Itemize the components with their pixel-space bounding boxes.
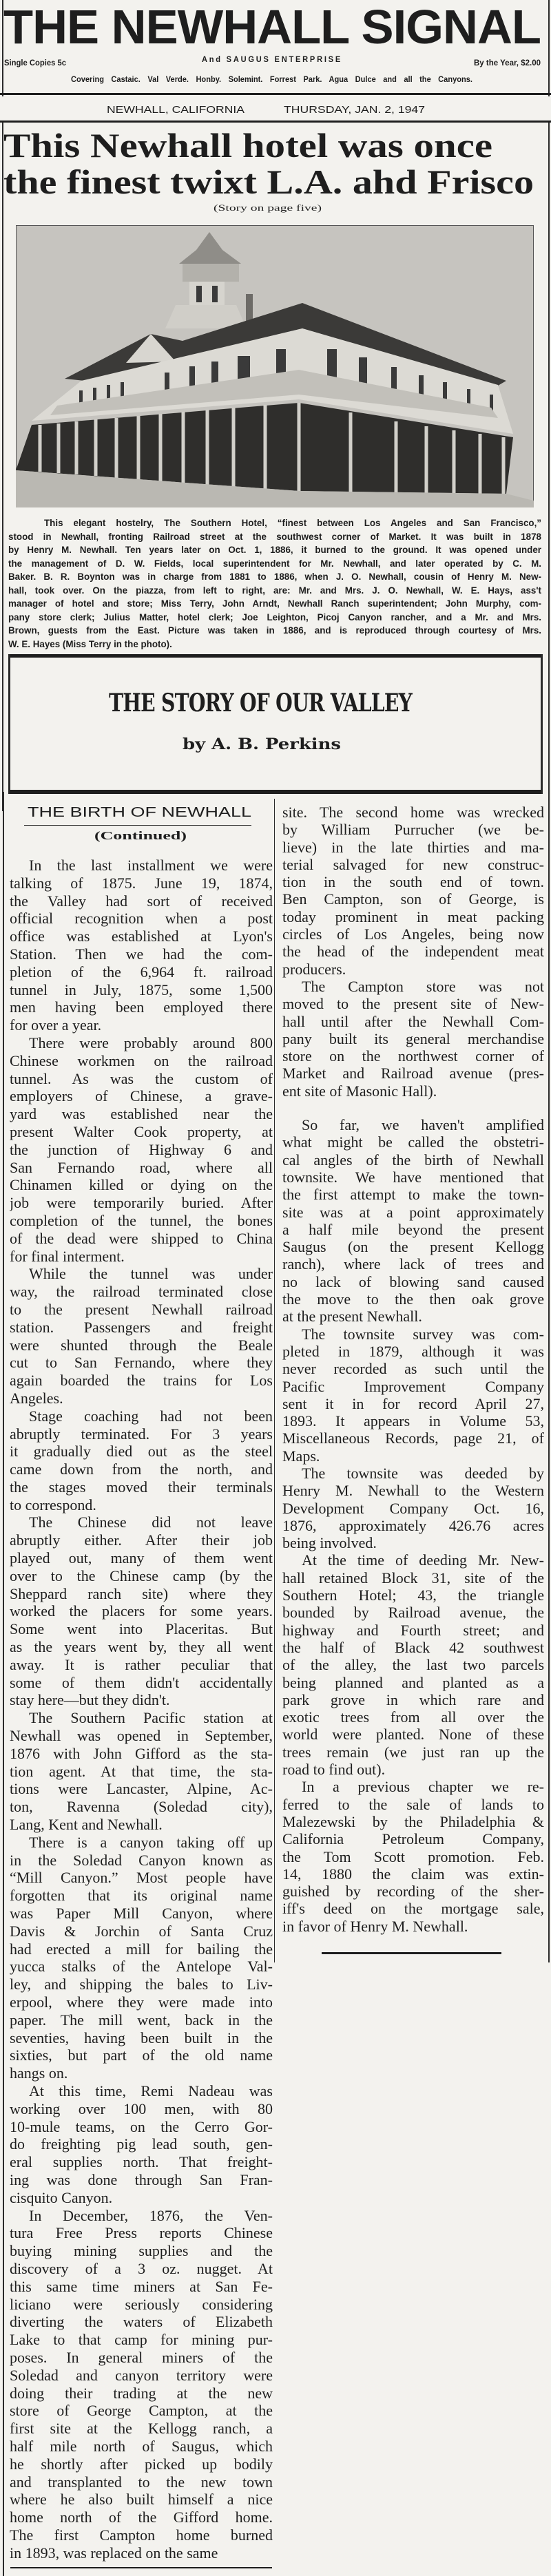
text-line: At the time of deeding Mr. New- (302, 1551, 544, 1569)
text-line: Maps. (282, 1447, 320, 1465)
paragraph (282, 1116, 544, 1326)
text-line: The Southern Pacific station at (29, 1709, 273, 1727)
frame-line-left (2, 123, 3, 811)
text-line: the junction of Highway 6 and (10, 1140, 273, 1158)
text-line: being involved. (282, 1534, 377, 1552)
text-line: eral supplies north. That freight- (10, 2153, 273, 2171)
text-line: official recognition when a post (10, 910, 273, 928)
text-line: half mile north of Saugus, which (10, 2437, 273, 2455)
text-line: Chinese workmen on the railroad (10, 1051, 273, 1069)
text-line: the move to the then oak grove (282, 1290, 544, 1308)
caption-line: W. E. Hayes (Miss Terry in the photo). (8, 638, 172, 649)
text-line: In December, 1876, the Ven- (29, 2206, 273, 2224)
text-line: by William Purrucher (we be- (282, 821, 544, 839)
text-line: of the alley, the last two parcels (282, 1656, 544, 1674)
text-line: a half mile beyond the present (282, 1220, 544, 1238)
text-line: highway and Fourth street; and (282, 1621, 544, 1639)
caption-line: pany store clerk; Julius Matter, hotel clerk; Joe Leighton, Picoj Canyon rancher, and a Mr. and Mrs. (8, 611, 541, 622)
text-line: for over a year. (10, 1016, 102, 1034)
story-reference (214, 202, 322, 213)
text-line: erpool, where they were made into (10, 1993, 273, 2011)
article-column-right (282, 804, 544, 1935)
text-line: cal angles of the birth of Newhall (282, 1151, 544, 1169)
caption-line: Baker. B. R. Boynton was in charge from 1881 to 1886, when J. O. Newhall, cousin of Henry M. New- (8, 572, 541, 582)
text-line: he shortly after picked up bodily (10, 2455, 273, 2473)
text-line: “Mill Canyon.” Most people have (10, 1869, 273, 1887)
text-line: road to find out). (282, 1761, 386, 1779)
text-line: There were probably around 800 (29, 1034, 273, 1051)
text-line: Station. Then we had the com- (10, 945, 273, 963)
paragraph (282, 1778, 544, 1935)
text-line: to the present Newhall railroad (10, 1300, 273, 1318)
text-line: sixties, but part of the old name (10, 2046, 273, 2064)
caption-line: This elegant hostelry, The Southern Hotel, “finest between Los Angeles and San Francisco,” (44, 518, 541, 528)
text-line: and transplanted to the new town (10, 2473, 273, 2491)
text-line: no lack of blowing sand caused (282, 1273, 544, 1290)
text-line: cut to San Fernando, where they (10, 1354, 273, 1372)
text-line: seventies, having been built in the (10, 2029, 273, 2046)
text-line: store of George Campton, at the (10, 2402, 273, 2420)
text-line: completion of the tunnel, the bones (10, 1211, 273, 1229)
tower-window (212, 286, 218, 302)
text-line: cisquito Canyon. (10, 2188, 113, 2206)
text-line: in favor of Henry M. Newhall. (282, 1917, 468, 1935)
byline (183, 735, 341, 754)
text-line: as the years went by, they all went (10, 1638, 273, 1656)
text-line: Lake to that camp for mining pur- (10, 2331, 273, 2349)
text-line: pany built its general merchandise (282, 1029, 544, 1047)
text-line: was Paper Mill Canyon, where (10, 1905, 273, 1923)
text-line: ranch), where lack of trees and (282, 1255, 544, 1273)
paragraph (10, 2207, 273, 2562)
text-line: pleted in 1879, although it was (282, 1342, 544, 1360)
text-line: San Fernando road, where all (10, 1158, 273, 1176)
masthead-subtitle-text: And SAUGUS ENTERPRISE (202, 54, 342, 64)
text-line: being planned and planted as a (282, 1673, 544, 1691)
article-column-left (10, 857, 273, 2562)
story-box-border-left (8, 654, 10, 794)
text-line: employers of Chinese, a grave- (10, 1087, 273, 1105)
series-title-text: THE STORY OF OUR VALLEY (109, 689, 412, 718)
text-line: again boarded the trains for Los (10, 1372, 273, 1390)
text-line: In the last installment we were (29, 857, 273, 874)
text-line: it gradually died out as the steel (10, 1443, 273, 1460)
continued-label (94, 828, 187, 844)
text-line: this same time miners at San Fe- (10, 2277, 273, 2295)
section-heading-text: THE BIRTH OF NEWHALL (28, 805, 251, 820)
text-line: The first Campton home burned (10, 2526, 273, 2544)
story-box-top-rule (10, 654, 541, 658)
article-end-rule (322, 1952, 501, 1954)
masthead-title (3, 0, 541, 54)
text-line: Stage coaching had not been (29, 1407, 273, 1425)
text-line: store on the northwest corner of (282, 1047, 544, 1065)
text-line: hall until after the Newhall Com- (282, 1012, 544, 1030)
caption-line: stood in Newhall, fronting Railroad street at the southwest corner of Market. It was built in 1878 (8, 531, 541, 542)
text-line: hangs on. (10, 2064, 68, 2082)
headline-line-2-text: the finest twixt L.A. ahd Frisco (3, 163, 534, 201)
text-line: 1876 with John Gifford as the sta- (10, 1744, 273, 1762)
masthead-title-text: THE NEWHALL SIGNAL (3, 0, 541, 54)
column-divider (274, 799, 275, 1962)
tower-cupola (183, 264, 239, 282)
paragraph (10, 2082, 273, 2207)
text-line: yard was established near the (10, 1105, 273, 1123)
text-line: ing was done through San Fran- (10, 2170, 273, 2188)
column-bottom-rule (10, 2567, 272, 2568)
series-title (109, 689, 495, 718)
text-line: office was established at Lyon's (10, 928, 273, 945)
text-line: for final interment. (10, 1247, 125, 1265)
text-line: The Chinese did not leave (29, 1514, 273, 1531)
masthead-subtitle (202, 54, 354, 64)
text-line: tions were Lancaster, Alpine, Ac- (10, 1780, 273, 1798)
text-line: Market and Railroad avenue (pres- (282, 1065, 544, 1082)
text-line: 1876, approximately 426.76 acres (282, 1516, 544, 1534)
yearly-price-text: By the Year, $2.00 (474, 59, 541, 67)
text-line: The townsite survey was com- (302, 1325, 544, 1343)
text-line: tura Free Press reports Chinese (10, 2224, 273, 2242)
text-line: had erected a mill for bailing the (10, 1940, 273, 1958)
text-line: at the present Newhall. (282, 1308, 422, 1326)
text-line: pletion of the 6,964 ft. railroad (10, 963, 273, 981)
text-line: ferred to the sale of lands to (282, 1795, 544, 1813)
text-line: came down from the north, and (10, 1460, 273, 1478)
text-line: Development Company Oct. 16, (282, 1499, 544, 1517)
frame-line-right (548, 0, 550, 96)
text-line: the first attempt to make the town- (282, 1186, 544, 1204)
text-line: discovery of a 3 oz. nugget. At (10, 2259, 273, 2277)
section-heading-underline (24, 825, 251, 826)
text-line: While the tunnel was under (29, 1265, 273, 1283)
paragraph (10, 1034, 273, 1265)
text-line: the head of the independent meat (282, 943, 544, 961)
text-line: where he also built himself a nice (10, 2491, 273, 2509)
text-line: Sheppard ranch site) where they (10, 1584, 273, 1602)
text-line: away. It is rather peculiar that (10, 1655, 273, 1673)
dateline-rule (0, 121, 551, 123)
text-line: the Tom Scott promotion. Feb. (282, 1847, 544, 1865)
masthead-rule (0, 93, 551, 95)
text-line: over to the Chinese camp (by the (10, 1567, 273, 1584)
text-line: forgotten that its original name (10, 1887, 273, 1905)
caption-line: manager of hotel and store; Miss Terry, John Arndt, Newhall Ranch superintendent; John Murphy, com- (8, 598, 541, 609)
headline-line-1-text: This Newhall hotel was once (3, 126, 492, 165)
paragraph (10, 1834, 273, 2082)
text-line: Angeles. (10, 1389, 63, 1407)
section-heading (28, 804, 251, 821)
caption-line: the management of D. W. Fields, local superintendent for Mr. Newhall, and later operated by C. M. (8, 558, 541, 569)
text-line: tunnel. As was the custom of (10, 1069, 273, 1087)
text-line: talking of 1875. June 19, 1874, (10, 874, 273, 892)
text-line: yucca stalks of the Antelope Val- (10, 1958, 273, 1976)
text-line: sent it in for record April 27, (282, 1394, 544, 1412)
story-reference-text: (Story on page five) (214, 202, 322, 213)
paragraph (10, 1709, 273, 1834)
text-line: Miscellaneous Records, page 21, of (282, 1430, 544, 1447)
text-line: iff's deed on the mortgage sale, (282, 1900, 544, 1918)
text-line: 1893. It appears in Volume 53, (282, 1412, 544, 1430)
paragraph (282, 1465, 544, 1551)
text-line: 14, 1880 the claim was extin- (282, 1865, 544, 1883)
paragraph (10, 1407, 273, 1514)
tower-window (196, 286, 202, 302)
text-line: California Petroleum Company, (282, 1830, 544, 1848)
single-copy-price (4, 59, 67, 67)
chimney (246, 294, 253, 322)
text-line: site. The second home was wrecked (282, 804, 544, 821)
text-line: guished by recording of the sher- (282, 1883, 544, 1900)
text-line: At this time, Remi Nadeau was (29, 2082, 273, 2099)
text-line: Southern Hotel; 43, the triangle (282, 1587, 544, 1604)
text-line: Some went into Placeritas. But (10, 1620, 273, 1638)
text-line: job were temporarily buried. After (10, 1194, 273, 1212)
text-line: tion agent. At that time, the sta- (10, 1762, 273, 1780)
text-line: of the dead were shipped to China (10, 1229, 273, 1247)
frame-line-right (548, 658, 550, 1962)
text-line: working over 100 men, with 80 (10, 2099, 273, 2117)
text-line: terial salvaged for new construc- (282, 855, 544, 873)
text-line: ton, Ravenna (Soledad city), (10, 1798, 273, 1816)
text-line: world were planted. None of these (282, 1726, 544, 1743)
text-line: home north of the Gifford home. (10, 2509, 273, 2526)
caption-line: hall, took over. On the piazza, from left to right, are: Mr. and Mrs. J. O. Newhall, W. E. Hays, ass't (8, 585, 541, 596)
text-line: Lang, Kent and Newhall. (10, 1816, 163, 1834)
text-line: producers. (282, 960, 346, 978)
text-line: paper. The mill went, back in the (10, 2011, 273, 2029)
headline-line-2 (3, 163, 534, 201)
text-line: exotic trees from all over the (282, 1708, 544, 1726)
text-line: townsite. We have mentioned that (282, 1168, 544, 1186)
byline-text: by A. B. Perkins (183, 735, 341, 753)
continued-label-text: (Continued) (94, 829, 187, 842)
text-line: circles of Los Angeles, being now (282, 925, 544, 943)
coverage-line-text: Covering Castaic. Val Verde. Honby. Solemint. Forrest Park. Agua Dulce and all the Canyons. (71, 74, 472, 84)
text-line: site was at a point approximately (282, 1203, 544, 1221)
paragraph (10, 1514, 273, 1709)
text-line: Davis & Jorchin of Santa Cruz (10, 1922, 273, 1940)
text-line: to correspond. (10, 1496, 96, 1514)
text-line: Henry M. Newhall to the Western (282, 1482, 544, 1500)
frame-line-left (3, 792, 4, 2576)
text-line: tunnel in July, 1875, some 1,500 (10, 981, 273, 998)
text-line: tion in the south end of town. (282, 873, 544, 891)
yearly-price (474, 59, 541, 67)
headline-line-1 (3, 126, 492, 165)
text-line: liciano were seriously considering (10, 2295, 273, 2313)
text-line: Malezewski by the Philadelphia & (282, 1812, 544, 1830)
caption-line: Brown, guests from the East. Picture was taken in 1886, and is reproduced through courtesy of Mrs. (8, 625, 541, 636)
text-line: stay here—but they didn't. (10, 1691, 170, 1709)
text-line: Chinamen killed or dying on the (10, 1176, 273, 1194)
text-line: men having been employed there (10, 998, 273, 1016)
text-line: ent site of Masonic Hall). (282, 1082, 437, 1100)
dateline-date-text: THURSDAY, JAN. 2, 1947 (284, 104, 425, 116)
paragraph (10, 857, 273, 1034)
text-line: The Campton store was not (302, 977, 544, 995)
text-line: In a previous chapter we re- (302, 1778, 544, 1796)
text-line: in the Soledad Canyon known as (10, 1851, 273, 1869)
text-line: diverting the waters of Elizabeth (10, 2313, 273, 2331)
paragraph (10, 1265, 273, 1407)
paragraph (282, 1326, 544, 1465)
text-line: first site at the Kellogg ranch, a (10, 2420, 273, 2438)
caption-line: by Henry M. Newhall. Ten years later on Oct. 1, 1886, it burned to the ground. It was opened under (8, 545, 541, 555)
text-line: moved to the present site of New- (282, 995, 544, 1013)
text-line: Ben Campton, son of George, is (282, 890, 544, 908)
text-line: poses. In general miners of the (10, 2348, 273, 2366)
text-line: way, the railroad terminated close (10, 1283, 273, 1301)
paragraph (282, 1551, 544, 1778)
text-line: the stages moved their terminals (10, 1478, 273, 1496)
text-line: were shunted through the Beale (10, 1336, 273, 1354)
tower-shaft (189, 282, 225, 305)
story-box-border-right (541, 654, 543, 794)
text-line: doing their trading at the new (10, 2384, 273, 2402)
dateline-date (284, 104, 425, 116)
paragraph (282, 804, 544, 978)
text-line: some of them didn't accidentally (10, 1673, 273, 1691)
text-line: buying mining supplies and the (10, 2242, 273, 2260)
text-line: worked the placers for some years. (10, 1602, 273, 1620)
paragraph (282, 978, 544, 1100)
southern-hotel-photo (16, 225, 534, 507)
text-line: ley, and shipping the bales to Liv- (10, 1976, 273, 1993)
text-line: what might be called the obstetri- (282, 1133, 544, 1151)
text-line: never recorded as such until the (282, 1360, 544, 1378)
text-line: bounded by Railroad avenue, the (282, 1604, 544, 1622)
text-line: park grove in which rare and (282, 1690, 544, 1708)
text-line: Saugus (on the present Kellogg (282, 1238, 544, 1256)
text-line: The townsite was deeded by (302, 1464, 544, 1482)
story-box-bottom-rule (10, 790, 541, 794)
text-line: in 1893, was replaced on the same (10, 2544, 218, 2562)
frame-line-right (548, 123, 550, 660)
text-line: do freighting pig lead south, gen- (10, 2135, 273, 2153)
text-line: lieve) in the late thirties and ma- (282, 838, 544, 856)
text-line: the Valley had sort of received (10, 892, 273, 910)
coverage-line (71, 74, 506, 84)
text-line: abruptly terminated. For 3 years (10, 1425, 273, 1443)
text-line: present Walter Cook property, at (10, 1122, 273, 1140)
text-line: Soledad and canyon territory were (10, 2366, 273, 2384)
text-line: So far, we haven't amplified (302, 1116, 544, 1134)
single-copy-price-text: Single Copies 5c (4, 59, 66, 67)
text-line: hall retained Block 31, site of the (282, 1569, 544, 1587)
text-line: trees remain (we just ran up the (282, 1743, 544, 1761)
text-line: today prominent in meat packing (282, 908, 544, 925)
dateline-place-text: NEWHALL, CALIFORNIA (107, 104, 245, 116)
dateline-place (107, 104, 245, 116)
text-line: 10-mule teams, on the Cerro Gor- (10, 2117, 273, 2135)
text-line: the half of Black 42 southwest (282, 1638, 544, 1656)
text-line: Pacific Improvement Company (282, 1377, 544, 1395)
text-line: abruptly either. After their job (10, 1531, 273, 1549)
text-line: played out, many of them went (10, 1549, 273, 1567)
text-line: station. Passengers and freight (10, 1318, 273, 1336)
text-line: There is a canyon taking off up (29, 1833, 273, 1851)
text-line: Newhall was opened in September, (10, 1727, 273, 1745)
